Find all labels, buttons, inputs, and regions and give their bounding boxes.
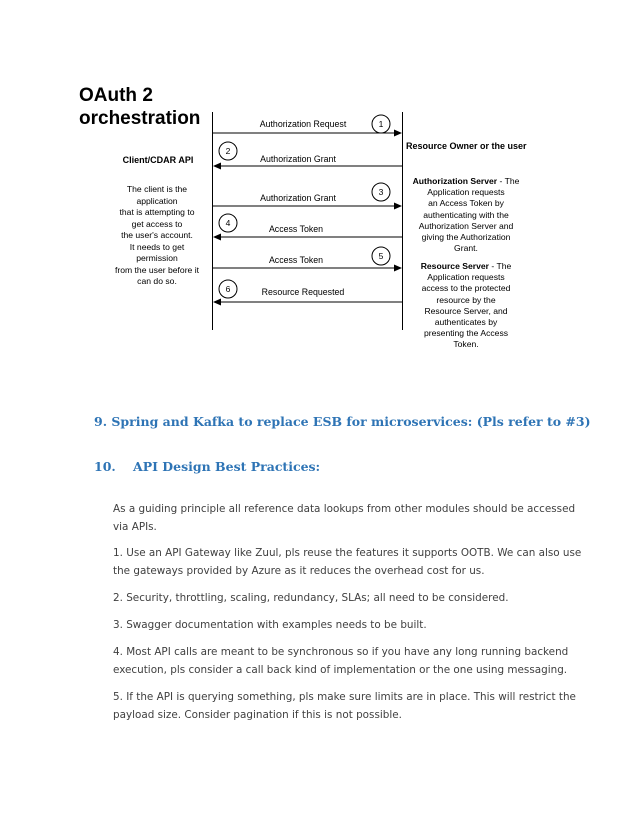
- client-desc-line: from the user before it: [114, 264, 200, 275]
- auth-server-line: an Access Token by: [428, 198, 504, 209]
- resource-server-description: [404, 261, 528, 351]
- client-desc-line: It needs to get: [129, 241, 185, 252]
- sequence-diagram-lines: [0, 0, 638, 370]
- oauth-diagram: [0, 0, 638, 370]
- auth-server-first-line: [404, 176, 528, 187]
- auth-server-first-line-rest: - The: [497, 176, 520, 186]
- client-desc-line: application: [136, 195, 178, 206]
- message-label-2: Authorization Grant: [260, 154, 336, 164]
- message-label-3: Authorization Grant: [260, 193, 336, 203]
- step-number-4: 4: [225, 218, 231, 228]
- paragraph-security: 2. Security, throttling, scaling, redundancy, SLAs; all need to be considered.: [113, 592, 509, 604]
- resource-server-line: access to the protected: [421, 283, 511, 294]
- arrowhead-6: [213, 299, 221, 306]
- diagram-title-line2: orchestration: [79, 108, 201, 129]
- diagram-title: [79, 84, 200, 130]
- arrowhead-5: [394, 265, 402, 272]
- arrowhead-1: [394, 130, 402, 137]
- paragraph-api-gateway: 1. Use an API Gateway like Zuul, pls reuse the features it supports OOTB. We can also use the gateways provided by Azure as it reduces the overhead cost for us.: [113, 547, 582, 577]
- client-description: [98, 184, 216, 288]
- resource-server-name: Resource Server: [420, 261, 490, 271]
- step-number-6: 6: [225, 284, 231, 294]
- client-desc-line: get access to: [131, 218, 183, 229]
- auth-server-name: Authorization Server: [412, 176, 498, 186]
- resource-server-first-line-rest: - The: [489, 261, 512, 271]
- section-9-heading: 9. Spring and Kafka to replace ESB for microservices: (Pls refer to #3): [94, 414, 591, 429]
- resource-server-line: Application requests: [427, 272, 505, 283]
- auth-server-line: giving the Authorization: [421, 232, 511, 243]
- message-label-1: Authorization Request: [259, 119, 347, 129]
- resource-server-line: authenticates by: [434, 317, 498, 328]
- paragraph-limits: 5. If the API is querying something, pls make sure limits are in place. This will restrict the payload size. Consider pagination if this is not possible.: [113, 691, 576, 721]
- client-desc-line: The client is the: [126, 184, 188, 194]
- client-desc-line: the user's account.: [121, 230, 193, 240]
- section-10-heading: API Design Best Practices:: [133, 459, 321, 474]
- auth-server-line: Application requests: [427, 187, 505, 198]
- paragraph-guiding-principle: As a guiding principle all reference data lookups from other modules should be accessed via APIs.: [113, 503, 576, 533]
- resource-server-line: Token.: [453, 339, 479, 350]
- arrowhead-2: [213, 163, 221, 170]
- paragraph-synchronous-calls: 4. Most API calls are meant to be synchronous so if you have any long running backend execution, pls consider a call back kind of implementation or the one using messaging.: [113, 646, 569, 676]
- auth-server-line: authenticating with the: [423, 209, 509, 220]
- resource-server-line: Resource Server, and: [424, 305, 508, 316]
- auth-server-line: Grant.: [454, 243, 478, 254]
- client-desc-line: can do so.: [137, 276, 177, 286]
- auth-server-line: Authorization Server and: [418, 220, 514, 231]
- resource-server-first-line: [404, 261, 528, 272]
- step-number-5: 5: [378, 251, 384, 261]
- client-title: Client/CDAR API: [122, 155, 194, 165]
- message-label-5: Access Token: [268, 255, 324, 265]
- client-desc-line: that is attempting to: [119, 207, 195, 217]
- client-desc-line: permission: [136, 253, 178, 263]
- resource-server-line: presenting the Access: [423, 328, 509, 339]
- step-number-2: 2: [225, 146, 231, 156]
- resource-server-line: resource by the: [436, 294, 496, 305]
- step-number-3: 3: [378, 187, 384, 197]
- step-number-1: 1: [378, 119, 384, 129]
- resource-owner-label: Resource Owner or the user: [406, 141, 527, 151]
- message-label-6: Resource Requested: [261, 287, 345, 297]
- arrowhead-3: [394, 203, 402, 210]
- section-10-number: 10.: [94, 459, 116, 474]
- paragraph-swagger: 3. Swagger documentation with examples needs to be built.: [113, 619, 427, 631]
- authorization-server-description: [404, 176, 528, 254]
- message-label-4: Access Token: [268, 224, 324, 234]
- diagram-title-line1: OAuth 2: [79, 85, 153, 106]
